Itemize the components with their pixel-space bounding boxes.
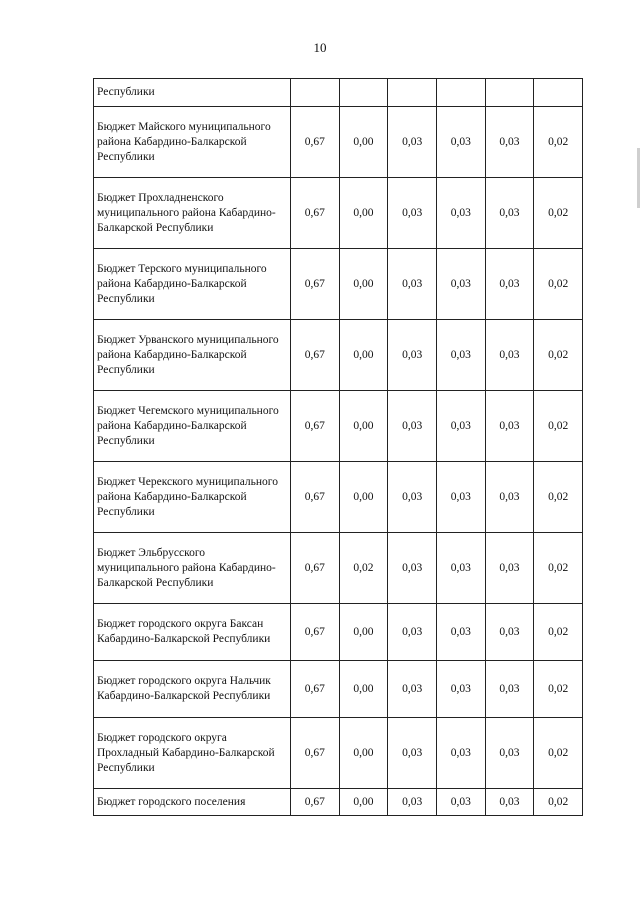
value-cell: 0,67 [291, 718, 340, 789]
value-cell: 0,67 [291, 462, 340, 533]
value-cell [339, 79, 388, 107]
value-cell: 0,03 [388, 107, 437, 178]
value-cell: 0,67 [291, 178, 340, 249]
value-cell: 0,03 [388, 178, 437, 249]
row-name-cell: Бюджет Прохладненского муниципального района Кабардино-Балкарской Республики [94, 178, 291, 249]
value-cell: 0,03 [485, 533, 534, 604]
value-cell: 0,02 [534, 178, 583, 249]
row-name-cell: Бюджет Эльбрусского муниципального района Кабардино-Балкарской Республики [94, 533, 291, 604]
value-cell: 0,03 [436, 178, 485, 249]
row-name-cell: Бюджет Чегемского муниципального района Кабардино-Балкарской Республики [94, 391, 291, 462]
value-cell: 0,03 [388, 320, 437, 391]
value-cell: 0,00 [339, 661, 388, 718]
value-cell: 0,03 [436, 462, 485, 533]
value-cell [436, 79, 485, 107]
value-cell: 0,03 [436, 661, 485, 718]
value-cell: 0,67 [291, 604, 340, 661]
value-cell: 0,02 [534, 462, 583, 533]
value-cell: 0,03 [485, 391, 534, 462]
value-cell: 0,67 [291, 320, 340, 391]
value-cell: 0,03 [436, 789, 485, 816]
value-cell: 0,02 [534, 320, 583, 391]
value-cell: 0,03 [436, 107, 485, 178]
value-cell: 0,03 [485, 462, 534, 533]
row-name-cell: Бюджет Майского муниципального района Кабардино-Балкарской Республики [94, 107, 291, 178]
value-cell: 0,03 [485, 107, 534, 178]
value-cell: 0,03 [388, 604, 437, 661]
table-row [94, 789, 583, 816]
row-name-cell: Бюджет Терского муниципального района Кабардино-Балкарской Республики [94, 249, 291, 320]
value-cell: 0,03 [485, 789, 534, 816]
value-cell: 0,00 [339, 249, 388, 320]
value-cell: 0,67 [291, 249, 340, 320]
value-cell: 0,02 [534, 661, 583, 718]
value-cell: 0,00 [339, 320, 388, 391]
value-cell: 0,00 [339, 178, 388, 249]
value-cell: 0,03 [388, 533, 437, 604]
row-name-cell: Бюджет городского округа Прохладный Кабардино-Балкарской Республики [94, 718, 291, 789]
value-cell: 0,03 [436, 391, 485, 462]
row-name-cell: Бюджет городского поселения [94, 789, 291, 816]
value-cell: 0,67 [291, 789, 340, 816]
value-cell: 0,00 [339, 107, 388, 178]
value-cell: 0,03 [388, 462, 437, 533]
value-cell: 0,03 [485, 661, 534, 718]
table-row [94, 718, 583, 789]
budget-distribution-table [93, 78, 583, 816]
value-cell: 0,00 [339, 718, 388, 789]
table-row [94, 107, 583, 178]
value-cell: 0,67 [291, 391, 340, 462]
value-cell: 0,00 [339, 462, 388, 533]
value-cell: 0,03 [485, 604, 534, 661]
value-cell: 0,03 [485, 320, 534, 391]
table-row [94, 462, 583, 533]
value-cell: 0,02 [534, 107, 583, 178]
value-cell: 0,02 [534, 391, 583, 462]
value-cell: 0,02 [534, 249, 583, 320]
value-cell: 0,03 [436, 533, 485, 604]
value-cell: 0,67 [291, 661, 340, 718]
value-cell: 0,03 [388, 718, 437, 789]
value-cell: 0,03 [388, 789, 437, 816]
table-row [94, 391, 583, 462]
value-cell [534, 79, 583, 107]
table-row [94, 661, 583, 718]
value-cell: 0,02 [534, 533, 583, 604]
value-cell [291, 79, 340, 107]
table-row [94, 178, 583, 249]
value-cell: 0,03 [436, 320, 485, 391]
value-cell: 0,67 [291, 533, 340, 604]
table-row [94, 79, 583, 107]
value-cell [485, 79, 534, 107]
value-cell: 0,03 [436, 604, 485, 661]
value-cell: 0,02 [534, 789, 583, 816]
value-cell: 0,03 [485, 249, 534, 320]
table-row [94, 249, 583, 320]
value-cell: 0,02 [339, 533, 388, 604]
row-name-cell: Бюджет городского округа Нальчик Кабардино-Балкарской Республики [94, 661, 291, 718]
row-name-cell: Бюджет Урванского муниципального района Кабардино-Балкарской Республики [94, 320, 291, 391]
page-number: 10 [313, 40, 327, 55]
value-cell: 0,03 [485, 178, 534, 249]
value-cell: 0,02 [534, 718, 583, 789]
value-cell: 0,03 [436, 249, 485, 320]
table-row [94, 604, 583, 661]
value-cell: 0,67 [291, 107, 340, 178]
value-cell [388, 79, 437, 107]
value-cell: 0,02 [534, 604, 583, 661]
value-cell: 0,03 [388, 249, 437, 320]
row-name-cell: Республики [94, 79, 291, 107]
row-name-cell: Бюджет городского округа Баксан Кабардино-Балкарской Республики [94, 604, 291, 661]
value-cell: 0,03 [388, 661, 437, 718]
value-cell: 0,00 [339, 391, 388, 462]
value-cell: 0,00 [339, 604, 388, 661]
table-row [94, 533, 583, 604]
value-cell: 0,03 [485, 718, 534, 789]
value-cell: 0,03 [388, 391, 437, 462]
value-cell: 0,00 [339, 789, 388, 816]
row-name-cell: Бюджет Черекского муниципального района Кабардино-Балкарской Республики [94, 462, 291, 533]
table-row [94, 320, 583, 391]
value-cell: 0,03 [436, 718, 485, 789]
